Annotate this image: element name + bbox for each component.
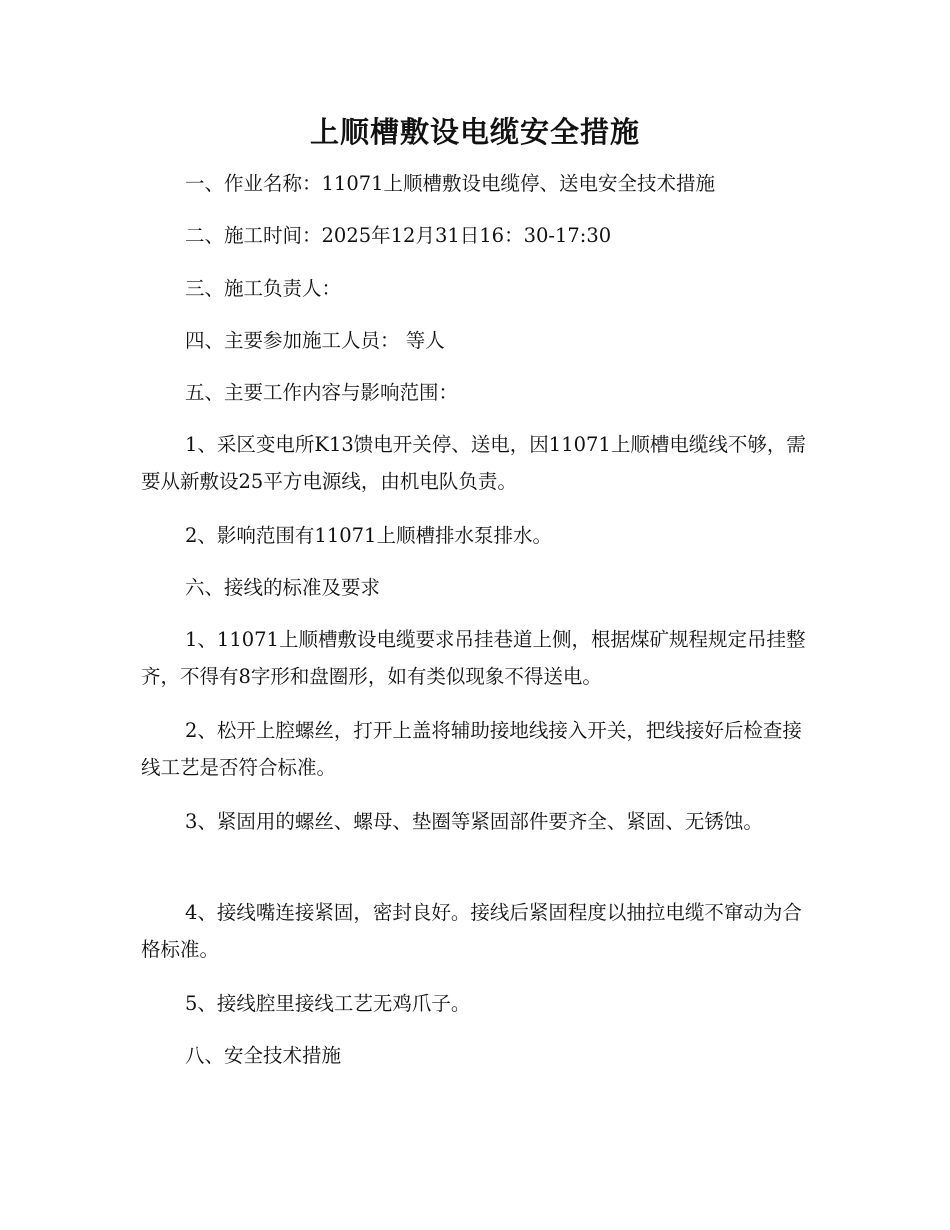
section-safety-measures-heading: 八、安全技术措施 — [185, 1044, 342, 1067]
section-participants: 四、主要参加施工人员： 等人 — [185, 329, 445, 352]
section-work-content-heading: 五、主要工作内容与影响范围： — [185, 381, 459, 404]
section-wiring-standards-heading: 六、接线的标准及要求 — [185, 576, 381, 599]
section-construction-time: 二、施工时间：2025年12月31日16：30-17:30 — [185, 224, 612, 247]
wiring-standard-item-2: 2、松开上腔螺丝，打开上盖将辅助接地线接入开关，把线接好后检查接线工艺是否符合标准。 — [141, 719, 802, 779]
section-job-name: 一、作业名称：11071上顺槽敷设电缆停、送电安全技术措施 — [185, 172, 716, 195]
work-content-item-1: 1、采区变电所K13馈电开关停、送电，因11071上顺槽电缆线不够，需要从新敷设25平方电源线，由机电队负责。 — [141, 433, 806, 493]
section-person-in-charge: 三、施工负责人： — [185, 277, 342, 300]
wiring-standard-item-3: 3、紧固用的螺丝、螺母、垫圈等紧固部件要齐全、紧固、无锈蚀。 — [185, 810, 763, 833]
wiring-standard-item-4: 4、接线嘴连接紧固，密封良好。接线后紧固程度以抽拉电缆不窜动为合格标准。 — [141, 901, 802, 961]
wiring-standard-item-5: 5、接线腔里接线工艺无鸡爪子。 — [185, 992, 471, 1015]
work-content-item-2: 2、影响范围有11071上顺槽排水泵排水。 — [185, 524, 552, 547]
wiring-standard-item-1: 1、11071上顺槽敷设电缆要求吊挂巷道上侧，根据煤矿规程规定吊挂整齐，不得有8字形和盘圈形，如有类似现象不得送电。 — [141, 628, 806, 688]
document-title: 上顺槽敷设电缆安全措施 — [309, 115, 640, 149]
